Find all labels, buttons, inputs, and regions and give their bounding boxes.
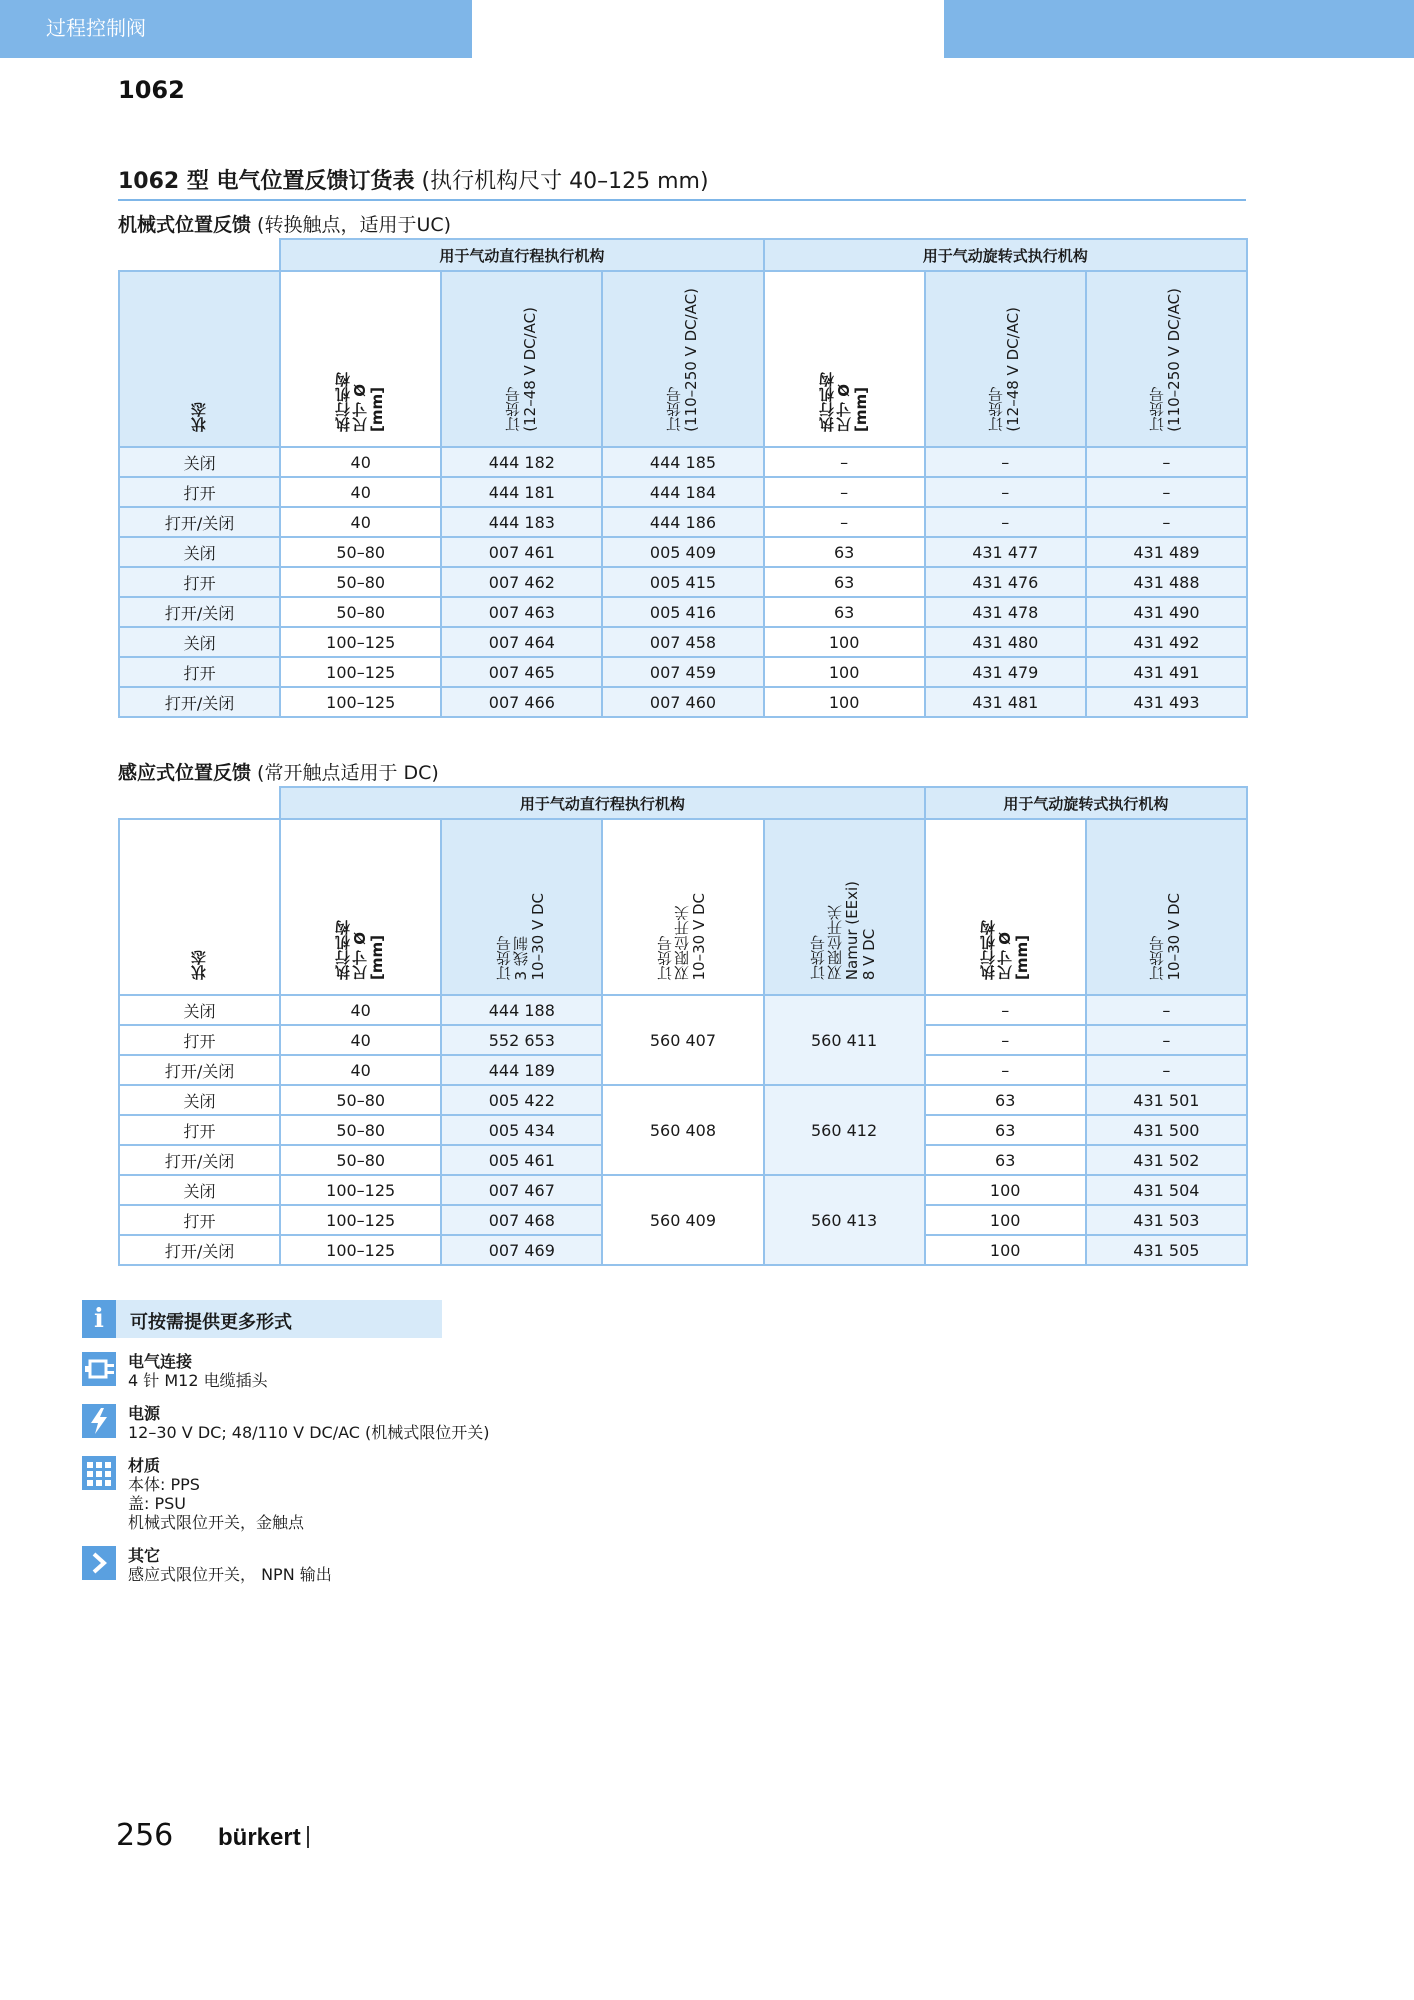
table-cell: –: [925, 1025, 1086, 1055]
table-cell: –: [925, 477, 1086, 507]
table-cell: –: [1086, 477, 1247, 507]
table-cell: 444 183: [441, 507, 602, 537]
feature-name: 材质: [128, 1456, 161, 1475]
table-cell: 100–125: [280, 627, 441, 657]
page-title-range: (执行机构尺寸 40–125 mm): [414, 169, 709, 194]
table-row: [119, 567, 1247, 597]
page-title: [118, 164, 1246, 201]
table-cell: 63: [764, 567, 925, 597]
table-cell: 100–125: [280, 657, 441, 687]
table-cell: 100: [925, 1175, 1086, 1205]
model-number: 1062: [118, 76, 185, 104]
table-cell: 63: [925, 1115, 1086, 1145]
feature-line: 4 针 M12 电缆插头: [128, 1371, 268, 1390]
col-header-order-rotary: 订货号 10–30 V DC: [1086, 819, 1247, 995]
header-category-band: [0, 0, 472, 58]
table-cell: 007 466: [441, 687, 602, 717]
col-header-size-linear: 执行机构 尺寸 Ø [mm]: [280, 271, 441, 447]
table-cell: 431 500: [1086, 1115, 1247, 1145]
table-cell: 50–80: [280, 1085, 441, 1115]
state-cell: 打开/关闭: [119, 507, 280, 537]
table-cell: 431 478: [925, 597, 1086, 627]
table-cell: 50–80: [280, 597, 441, 627]
group-header-rotary: 用于气动旋转式执行机构: [764, 239, 1247, 271]
table-cell: 100–125: [280, 687, 441, 717]
col-header-order-dual-switch: 订货号 双限位开关 10–30 V DC: [602, 819, 763, 995]
table-cell: 40: [280, 995, 441, 1025]
table-cell: 431 490: [1086, 597, 1247, 627]
mechanical-subtitle-note: (转换触点，适用于UC): [251, 214, 452, 236]
table-cell: 431 503: [1086, 1205, 1247, 1235]
state-cell: 关闭: [119, 447, 280, 477]
corner-blank: [119, 239, 280, 271]
brand-logo: bürkert: [218, 1824, 301, 1851]
mechanical-subtitle: [118, 210, 451, 237]
table-cell: 444 185: [602, 447, 763, 477]
state-cell: 打开: [119, 477, 280, 507]
table-cell: 40: [280, 1025, 441, 1055]
table-cell: –: [764, 507, 925, 537]
table-cell: 005 409: [602, 537, 763, 567]
mechanical-subtitle-main: 机械式位置反馈: [118, 214, 252, 236]
header-category: 过程控制阀: [46, 16, 146, 40]
more-versions-box: [82, 1300, 442, 1338]
table-cell: 005 461: [441, 1145, 602, 1175]
merged-order-cell: 560 412: [764, 1085, 925, 1175]
merged-order-cell: 560 409: [602, 1175, 763, 1265]
table-cell: –: [764, 447, 925, 477]
table-cell: 007 463: [441, 597, 602, 627]
chevron-right-icon: [82, 1546, 116, 1580]
table-row: [119, 657, 1247, 687]
table-cell: 431 502: [1086, 1145, 1247, 1175]
feature-other: [82, 1546, 782, 1586]
feature-material: [82, 1456, 782, 1532]
inductive-subtitle-main: 感应式位置反馈: [118, 762, 252, 784]
table-cell: 007 461: [441, 537, 602, 567]
logo-divider: [307, 1826, 309, 1848]
col-header-order-12-48-rotary: 订货号 (12–48 V DC/AC): [925, 271, 1086, 447]
state-cell: 打开/关闭: [119, 597, 280, 627]
group-header-linear: 用于气动直行程执行机构: [280, 787, 925, 819]
material-icon: [82, 1456, 116, 1490]
table-cell: 50–80: [280, 537, 441, 567]
corner-blank: [119, 787, 280, 819]
table-cell: 431 505: [1086, 1235, 1247, 1265]
table-cell: 007 465: [441, 657, 602, 687]
page-number: 256: [116, 1818, 174, 1853]
table-row: [119, 687, 1247, 717]
table-cell: 444 181: [441, 477, 602, 507]
table-cell: 007 460: [602, 687, 763, 717]
table-row: [119, 597, 1247, 627]
col-header-size-rotary: 执行机构 尺寸 Ø [mm]: [764, 271, 925, 447]
feature-electrical-connection: [82, 1352, 782, 1392]
merged-order-cell: 560 413: [764, 1175, 925, 1265]
inductive-subtitle: [118, 758, 439, 785]
table-cell: 63: [925, 1085, 1086, 1115]
state-cell: 关闭: [119, 1175, 280, 1205]
table-cell: 444 186: [602, 507, 763, 537]
table-cell: 40: [280, 447, 441, 477]
table-row: [119, 1085, 1247, 1115]
col-header-order-110-250-linear: 订货号 (110–250 V DC/AC): [602, 271, 763, 447]
table-cell: –: [1086, 1055, 1247, 1085]
table-row: [119, 627, 1247, 657]
feature-name: 电源: [128, 1404, 161, 1423]
table-cell: 007 462: [441, 567, 602, 597]
table-row: [119, 995, 1247, 1025]
table-cell: 100: [764, 687, 925, 717]
table-row: [119, 1175, 1247, 1205]
table-cell: –: [764, 477, 925, 507]
table-cell: 63: [764, 537, 925, 567]
table-cell: 50–80: [280, 567, 441, 597]
table-cell: 005 416: [602, 597, 763, 627]
table-cell: 005 434: [441, 1115, 602, 1145]
table-cell: 431 492: [1086, 627, 1247, 657]
table-cell: 63: [764, 597, 925, 627]
table-cell: 100: [764, 627, 925, 657]
table-cell: 007 458: [602, 627, 763, 657]
table-cell: –: [1086, 995, 1247, 1025]
col-header-size-linear: 执行机构 尺寸 Ø [mm]: [280, 819, 441, 995]
merged-order-cell: 560 407: [602, 995, 763, 1085]
table-cell: 100: [925, 1235, 1086, 1265]
feature-line: 本体: PPS: [128, 1475, 200, 1494]
table-cell: 431 501: [1086, 1085, 1247, 1115]
inductive-subtitle-note: (常开触点适用于 DC): [251, 762, 439, 784]
feature-name: 电气连接: [128, 1352, 193, 1371]
feature-power-supply: [82, 1404, 782, 1444]
state-cell: 打开: [119, 1205, 280, 1235]
table-cell: 50–80: [280, 1115, 441, 1145]
state-cell: 关闭: [119, 537, 280, 567]
page-title-main: 1062 型 电气位置反馈订货表: [118, 169, 415, 194]
merged-order-cell: 560 411: [764, 995, 925, 1085]
feature-line: 感应式限位开关， NPN 输出: [128, 1565, 332, 1584]
table-cell: 100: [764, 657, 925, 687]
table-cell: 431 477: [925, 537, 1086, 567]
table-cell: –: [1086, 447, 1247, 477]
state-cell: 打开/关闭: [119, 1145, 280, 1175]
col-header-order-12-48-linear: 订货号 (12–48 V DC/AC): [441, 271, 602, 447]
table-cell: 007 464: [441, 627, 602, 657]
table-cell: 431 504: [1086, 1175, 1247, 1205]
state-cell: 关闭: [119, 627, 280, 657]
merged-order-cell: 560 408: [602, 1085, 763, 1175]
col-header-order-namur: 订货号 双限位开关 Namur (EExi) 8 V DC: [764, 819, 925, 995]
table-cell: 007 469: [441, 1235, 602, 1265]
table-cell: –: [925, 447, 1086, 477]
table-cell: 431 491: [1086, 657, 1247, 687]
feature-line: 机械式限位开关，金触点: [128, 1513, 305, 1532]
table-cell: 431 476: [925, 567, 1086, 597]
col-header-state: 状态: [119, 819, 280, 995]
table-cell: 431 479: [925, 657, 1086, 687]
state-cell: 打开/关闭: [119, 1235, 280, 1265]
inductive-feedback-table: [118, 786, 1248, 1266]
table-row: [119, 447, 1247, 477]
group-header-linear: 用于气动直行程执行机构: [280, 239, 763, 271]
table-cell: 005 415: [602, 567, 763, 597]
state-cell: 关闭: [119, 1085, 280, 1115]
table-cell: 007 467: [441, 1175, 602, 1205]
table-cell: 444 184: [602, 477, 763, 507]
state-cell: 关闭: [119, 995, 280, 1025]
table-cell: 444 189: [441, 1055, 602, 1085]
mechanical-feedback-table: [118, 238, 1248, 718]
table-cell: 444 182: [441, 447, 602, 477]
table-cell: 100–125: [280, 1205, 441, 1235]
state-cell: 打开: [119, 567, 280, 597]
table-cell: 63: [925, 1145, 1086, 1175]
table-cell: –: [925, 507, 1086, 537]
table-cell: 431 481: [925, 687, 1086, 717]
group-header-rotary: 用于气动旋转式执行机构: [925, 787, 1247, 819]
table-row: [119, 507, 1247, 537]
col-header-state: 状态: [119, 271, 280, 447]
table-cell: 40: [280, 1055, 441, 1085]
feature-name: 其它: [128, 1546, 161, 1565]
feature-line: 12–30 V DC; 48/110 V DC/AC (机械式限位开关): [128, 1423, 490, 1442]
table-cell: –: [1086, 507, 1247, 537]
feature-line: 盖: PSU: [128, 1494, 186, 1513]
table-cell: –: [925, 1055, 1086, 1085]
connector-icon: [82, 1352, 116, 1386]
state-cell: 打开: [119, 1025, 280, 1055]
table-cell: 40: [280, 477, 441, 507]
table-row: [119, 537, 1247, 567]
table-cell: 431 488: [1086, 567, 1247, 597]
lightning-icon: [82, 1404, 116, 1438]
table-cell: 431 489: [1086, 537, 1247, 567]
col-header-order-110-250-rotary: 订货号 (110–250 V DC/AC): [1086, 271, 1247, 447]
state-cell: 打开/关闭: [119, 687, 280, 717]
info-icon: i: [82, 1300, 116, 1338]
col-header-order-3-wire: 订货号 3 线制 10–30 V DC: [441, 819, 602, 995]
table-cell: 100–125: [280, 1235, 441, 1265]
table-cell: 50–80: [280, 1145, 441, 1175]
table-cell: –: [925, 995, 1086, 1025]
table-cell: 40: [280, 507, 441, 537]
table-cell: 431 480: [925, 627, 1086, 657]
more-versions-title: 可按需提供更多形式: [130, 1312, 292, 1333]
table-cell: 007 468: [441, 1205, 602, 1235]
header-right-band: [944, 0, 1414, 58]
table-row: [119, 477, 1247, 507]
table-cell: 444 188: [441, 995, 602, 1025]
table-cell: 005 422: [441, 1085, 602, 1115]
state-cell: 打开: [119, 657, 280, 687]
state-cell: 打开: [119, 1115, 280, 1145]
table-cell: 007 459: [602, 657, 763, 687]
table-cell: 100: [925, 1205, 1086, 1235]
table-cell: 552 653: [441, 1025, 602, 1055]
state-cell: 打开/关闭: [119, 1055, 280, 1085]
table-cell: 431 493: [1086, 687, 1247, 717]
col-header-size-rotary: 执行机构 尺寸 Ø [mm]: [925, 819, 1086, 995]
table-cell: –: [1086, 1025, 1247, 1055]
table-cell: 100–125: [280, 1175, 441, 1205]
